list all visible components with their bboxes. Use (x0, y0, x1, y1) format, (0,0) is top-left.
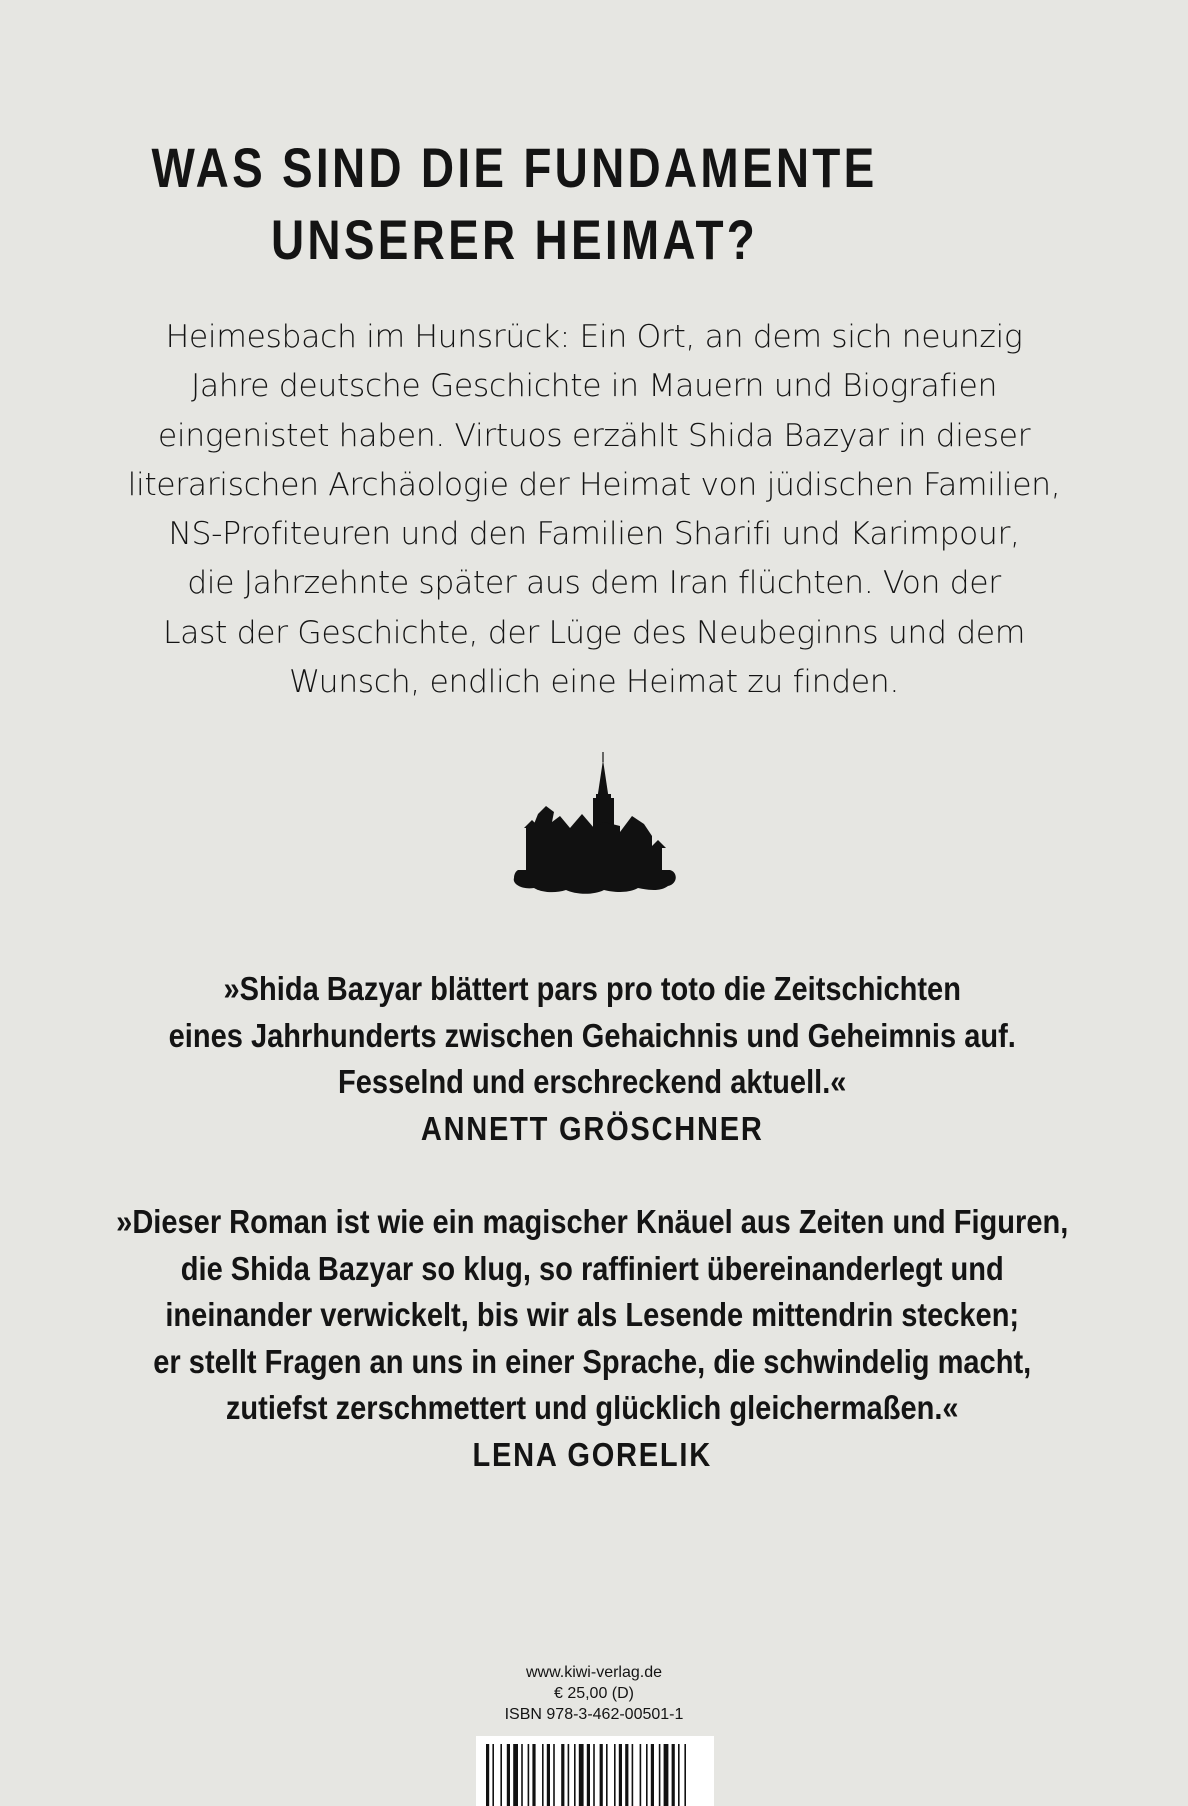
isbn: ISBN 978-3-462-00501-1 (504, 1706, 684, 1723)
headline-line: UNSERER HEIMAT? (270, 208, 759, 271)
quote-line: die Shida Bazyar so klug, so raffiniert übereinanderlegt und (180, 1249, 1004, 1287)
blurb (0, 313, 1188, 707)
quote-author: LENA GORELIK (472, 1435, 712, 1473)
quote-lena-gorelik (0, 1199, 1184, 1478)
publisher-info (0, 1662, 1188, 1725)
publisher-website: www.kiwi-verlag.de (525, 1664, 663, 1681)
headline (0, 132, 1029, 276)
quote-line: er stellt Fragen an uns in einer Sprache, die schwindelig macht, (153, 1342, 1032, 1380)
blurb-line: Wunsch, endlich eine Heimat zu finden. (289, 664, 899, 701)
quote-line: »Dieser Roman ist wie ein magischer Knäuel aus Zeiten und Figuren, (116, 1203, 1069, 1240)
price: € 25,00 (D) (553, 1685, 635, 1702)
blurb-line: Jahre deutsche Geschichte in Mauern und Biografien (190, 368, 998, 405)
blurb-line: Last der Geschichte, der Lüge des Neubeginns und dem (162, 614, 1026, 651)
barcode (476, 1736, 714, 1806)
quote-annett-groeschner (0, 966, 1184, 1152)
blurb-line: eingenistet haben. Virtuos erzählt Shida Bazyar in dieser (157, 417, 1031, 454)
quote-line: eines Jahrhunderts zwischen Gehaichnis und Geheimnis auf. (168, 1016, 1016, 1054)
village-church-silhouette-icon (512, 752, 678, 902)
blurb-line: Heimesbach im Hunsrück: Ein Ort, an dem sich neunzig (165, 319, 1023, 355)
blurb-line: NS-Profiteuren und den Familien Sharifi und Karimpour, (168, 516, 1020, 553)
quote-line: Fesselnd und erschreckend aktuell.« (338, 1063, 847, 1100)
quote-line: zutiefst zerschmettert und glücklich gleichermaßen.« (225, 1389, 959, 1426)
quote-line: ineinander verwickelt, bis wir als Lesende mittendrin stecken; (165, 1296, 1020, 1333)
headline-line: WAS SIND DIE FUNDAMENTE (151, 136, 878, 199)
quote-author: ANNETT GRÖSCHNER (420, 1109, 764, 1147)
quote-line: »Shida Bazyar blättert pars pro toto die Zeitschichten (223, 970, 961, 1007)
blurb-line: die Jahrzehnte später aus dem Iran flüchten. Von der (187, 565, 1001, 602)
blurb-line: literarischen Archäologie der Heimat von jüdischen Familien, (127, 466, 1061, 503)
